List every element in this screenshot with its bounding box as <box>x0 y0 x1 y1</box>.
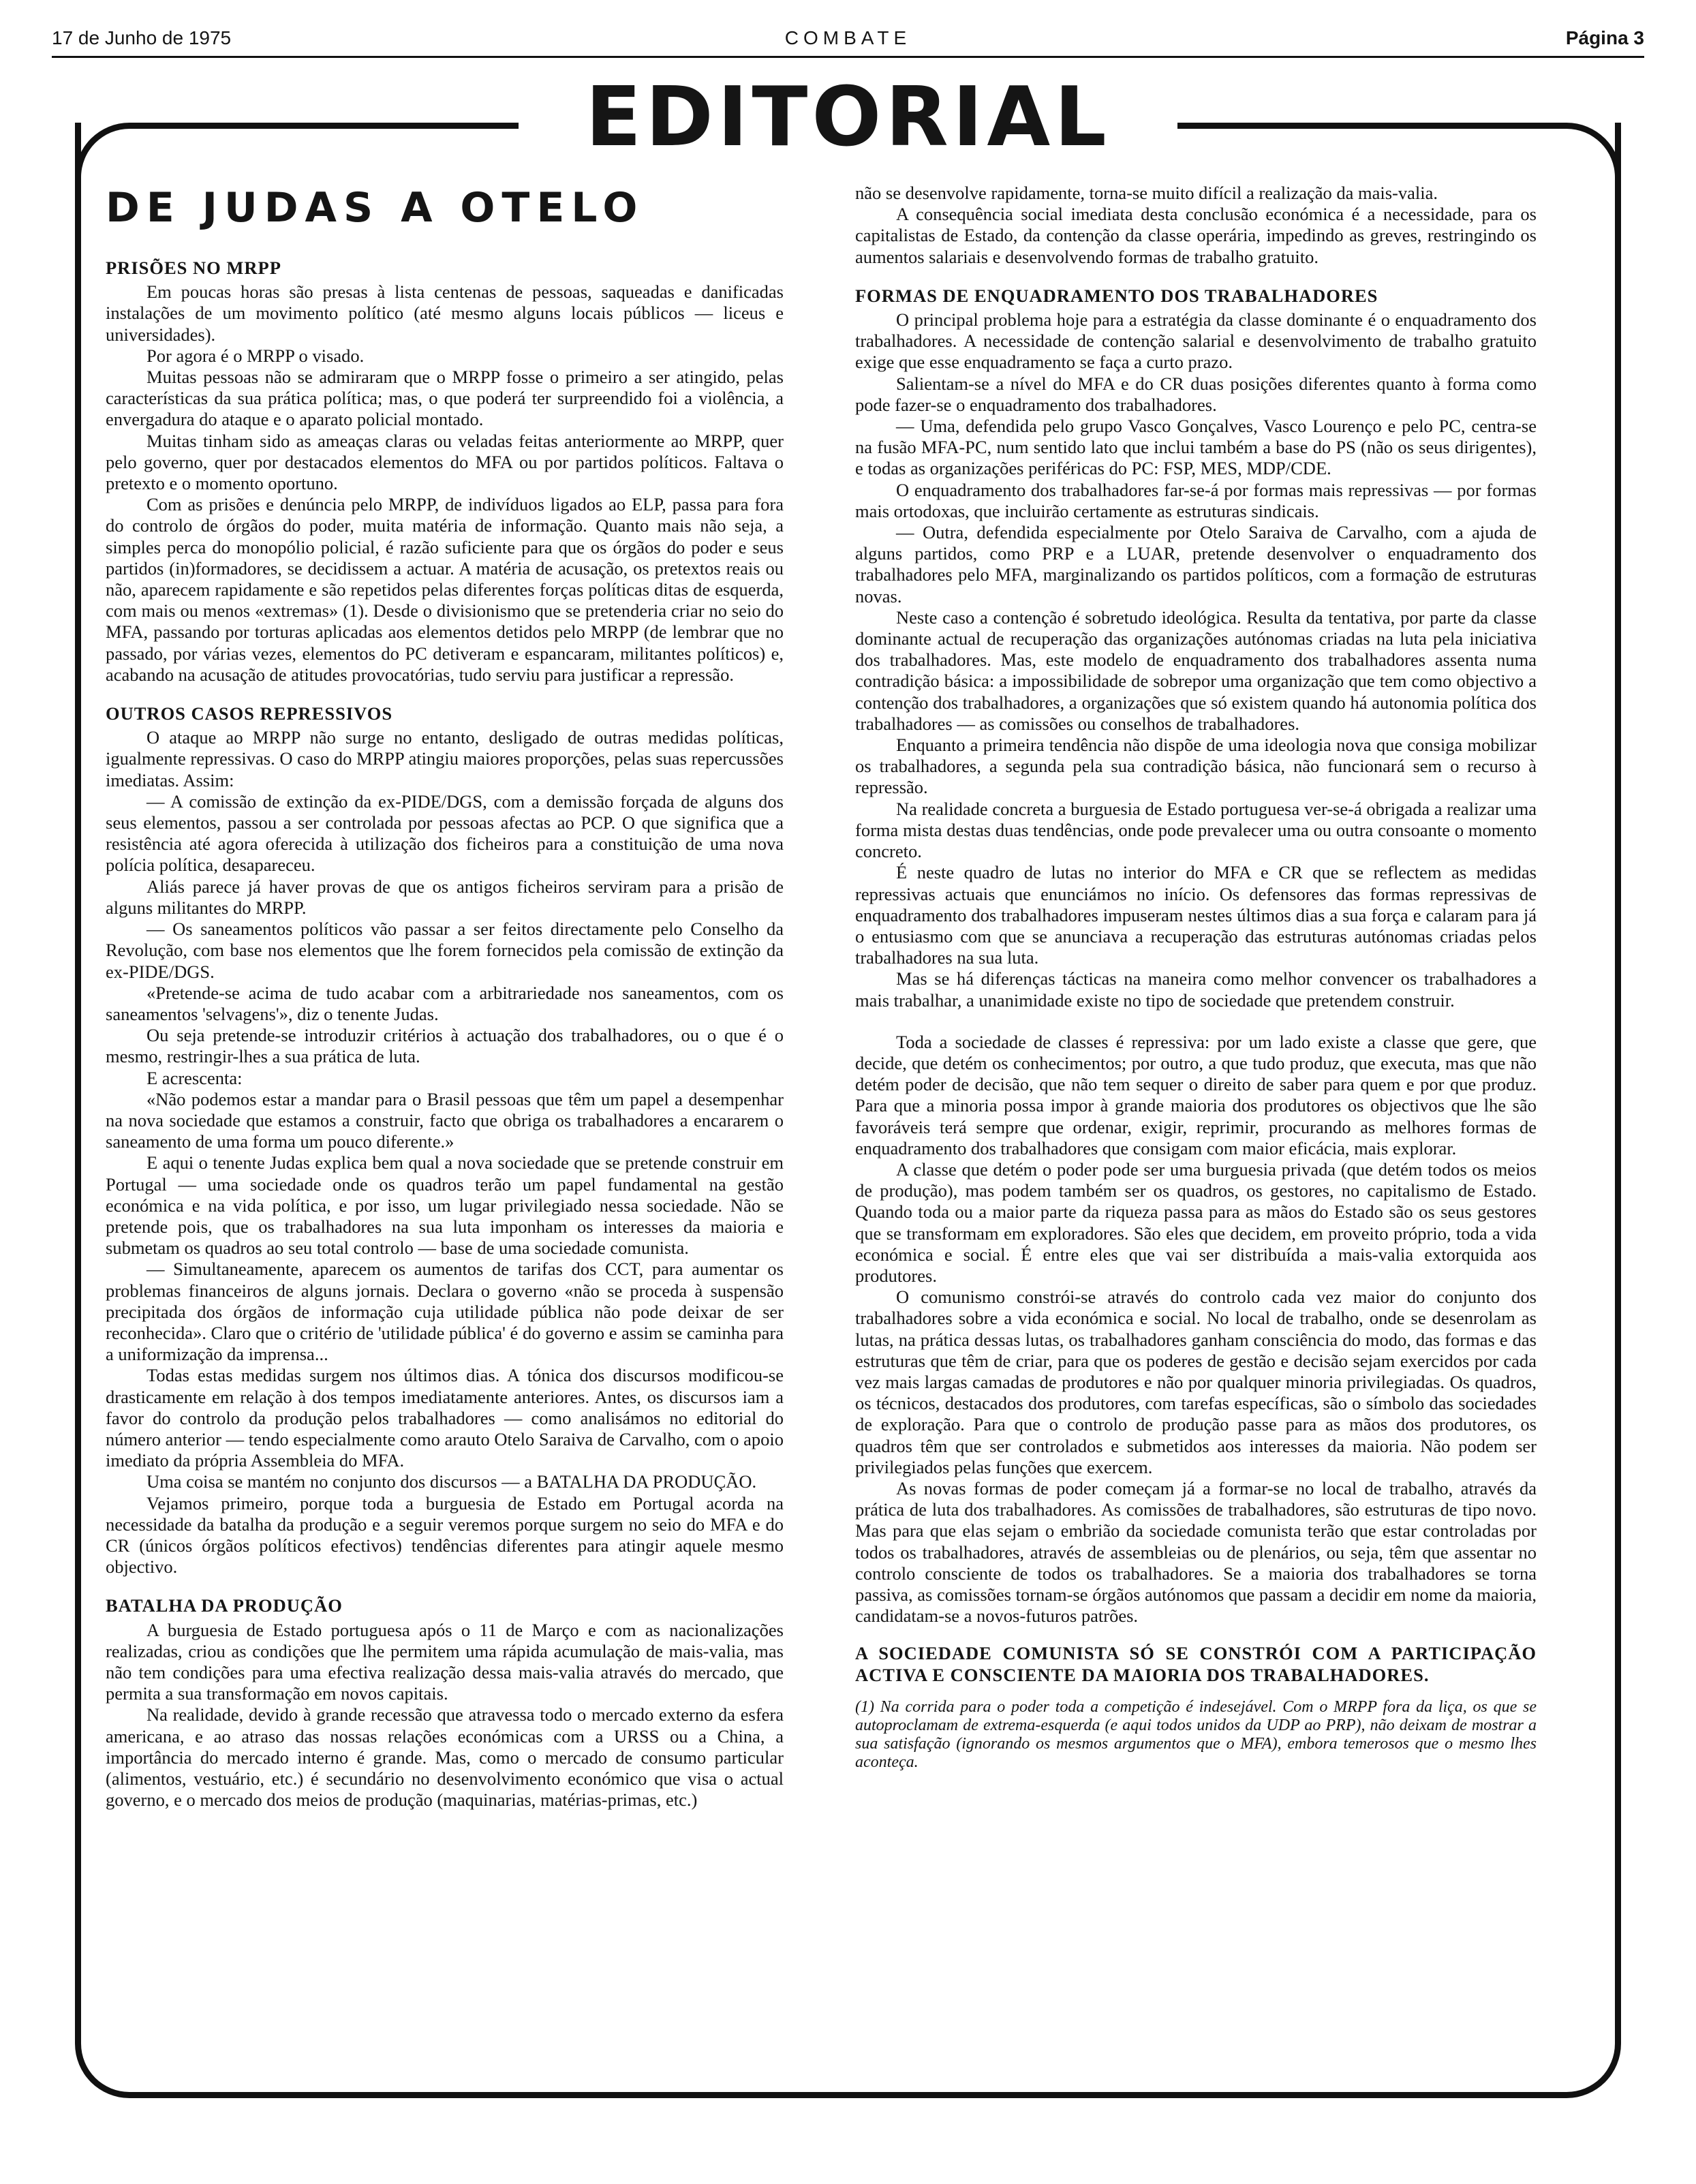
paragraph: Com as prisões e denúncia pelo MRPP, de indivíduos ligados ao ELP, passa para fora do controlo de órgãos do poder, muita matéria de informação. Quanto mais não seja, a simples perca do monopólio policial, é razão suficiente para que os órgãos do poder e seus partidos (in)formadores, se decidissem a actuar. A matéria de acusação, os pretextos reais ou não, aparecem rapidamente e são repetidos pelas diferentes forças políticas ditas de esquerda, com mais ou menos «extremas» (1). Desde o divisionismo que se pretenderia criar no seio do MFA, passando por torturas aplicadas aos elementos detidos pelo MRPP (de lembrar que no passado, por várias vezes, elementos do PC detiveram e espancaram, militantes políticos) e, acabando na acusação de atitudes provocatórias, tudo serviu para justificar a repressão. <box>106 494 784 685</box>
paragraph: não se desenvolve rapidamente, torna-se muito difícil a realização da mais-valia. <box>855 183 1438 203</box>
section-heading: PRISÕES NO MRPP <box>106 258 281 278</box>
header-rule <box>52 56 1644 58</box>
paragraph: A classe que detém o poder pode ser uma burguesia privada (que detém todos os meios de produção), mas podem também ser os quadros, os gestores, no capitalismo de Estado. Quando toda ou a maior parte da riqueza passa para as mãos do Estado são os seus gestores que se transformam em exploradores. São eles que decidem, em proveito próprio, toda a vida económica e social. É entre eles que vai ser distribuída a mais-valia extorquida aos produtores. <box>855 1158 1537 1286</box>
section-heading: FORMAS DE ENQUADRAMENTO DOS TRABALHADORES <box>855 285 1378 306</box>
editorial-banner <box>75 70 1621 165</box>
paragraph: Aliás parece já haver provas de que os antigos ficheiros serviram para a prisão de alguns militantes do MRPP. <box>106 876 784 918</box>
editorial-heading: EDITORIAL <box>585 70 1111 165</box>
paragraph: E acrescenta: <box>147 1067 243 1088</box>
paragraph: O enquadramento dos trabalhadores far-se-á por formas mais repressivas — por formas mais ortodoxas, que incluirão certamente as estruturas sindicais. <box>855 479 1537 521</box>
issue-date: 17 de Junho de 1975 <box>52 27 232 48</box>
paragraph: Vejamos primeiro, porque toda a burguesia de Estado em Portugal acorda na necessidade da batalha da produção e a seguir veremos porque surgem no seio do MFA e do CR (únicos órgãos políticos efectivos) tendências diferentes para atingir aquele mesmo objectivo. <box>106 1492 784 1578</box>
paragraph: A consequência social imediata desta conclusão económica é a necessidade, para os capitalistas de Estado, da contenção da classe operária, impedindo as greves, restringindo os aumentos salariais e desenvolvendo formas de trabalho gratuito. <box>855 204 1537 267</box>
paragraph: O principal problema hoje para a estratégia da classe dominante é o enquadramento dos trabalhadores. A necessidade de contenção salarial e desenvolvimento de trabalho gratuito exige que esse enquadramento se faça a curto prazo. <box>855 309 1537 373</box>
paragraph: — Uma, defendida pelo grupo Vasco Gonçalves, Vasco Lourenço e pelo PC, centra-se na fusão MFA-PC, num sentido lato que inclui também a base do PS (não os seus dirigentes), e todas as organizações periféricas do PC: FSP, MES, MDP/CDE. <box>855 416 1537 479</box>
article-title: DE JUDAS A OTELO <box>106 184 645 232</box>
paragraph: O comunismo constrói-se através do controlo cada vez maior do conjunto dos trabalhadores sobre a vida económica e social. No local de trabalho, onde se desenrolam as lutas, na prática dessas lutas, os trabalhadores ganham consciência do modo, das formas e das estruturas que têm de criar, para que os poderes de gestão e decisão sejam exercidos por cada vez mais largas camadas de produtores e não por qualquer minoria privilegiadas. Os quadros, os técnicos, destacados dos produtores, com tarefas específicas, são o símbolo das sociedades de exploração. Para que o controlo de produção passe para as mãos dos produtores, os quadros têm que ser controlados e submetidos aos interesses da maioria. Não podem ser privilegiados pelas funções que exercem. <box>855 1287 1537 1477</box>
paragraph: Enquanto a primeira tendência não dispõe de uma ideologia nova que consiga mobilizar os trabalhadores, a segunda pela sua contradição básica, não funcionará sem o recurso à repressão. <box>855 735 1537 798</box>
paragraph: Ou seja pretende-se introduzir critérios à actuação dos trabalhadores, ou o que é o mesmo, restringir-lhes a sua prática de luta. <box>106 1025 784 1067</box>
paragraph: O ataque ao MRPP não surge no entanto, desligado de outras medidas políticas, igualmente repressivas. O caso do MRPP atingiu maiores proporções, pelas suas repercussões imediatas. Assim: <box>106 727 784 790</box>
paragraph: «Pretende-se acima de tudo acabar com a arbitrariedade nos saneamentos, com os saneamentos 'selvagens'», diz o tenente Judas. <box>106 982 784 1024</box>
article-column-right <box>855 183 1537 1772</box>
paragraph: Muitas pessoas não se admiraram que o MRPP fosse o primeiro a ser atingido, pelas características da sua prática política; mas, o que poderá ter surpreendido foi a violência, a envergadura do ataque e o aparato policial montado. <box>106 367 784 430</box>
section-spacer <box>855 1011 1537 1032</box>
paragraph: — A comissão de extinção da ex-PIDE/DGS, com a demissão forçada de alguns dos seus elementos, passou a ser controlada por pessoas afectas ao PCP. O que significa que a resistência até agora oferecida à utilização dos ficheiros para a constituição de uma nova polícia política, desapareceu. <box>106 790 784 876</box>
paragraph: «Não podemos estar a mandar para o Brasil pessoas que têm um papel a desempenhar na nova sociedade que estamos a construir, facto que obriga os trabalhadores a encararem o saneamento de uma forma um pouco diferente.» <box>106 1088 784 1152</box>
paragraph: Uma coisa se mantém no conjunto dos discursos — a BATALHA DA PRODUÇÃO. <box>147 1471 757 1492</box>
article-column-left <box>106 184 784 1811</box>
conclusion: A SOCIEDADE COMUNISTA SÓ SE CONSTRÓI COM A PARTICIPAÇÃO ACTIVA E CONSCIENTE DA MAIORIA DOS TRABALHADORES. <box>855 1643 1537 1685</box>
paragraph: Todas estas medidas surgem nos últimos dias. A tónica dos discursos modificou-se drasticamente em relação à dos tempos imediatamente anteriores. Antes, os discursos iam a favor do controlo da produção pelos trabalhadores — como analisámos no editorial do número anterior — tendo especialmente como arauto Otelo Saraiva de Carvalho, com o apoio imediato da própria Assembleia do MFA. <box>106 1365 784 1471</box>
section-heading: BATALHA DA PRODUÇÃO <box>106 1595 343 1616</box>
paragraph: A burguesia de Estado portuguesa após o 11 de Março e com as nacionalizações realizadas, criou as condições que lhe permitem uma rápida acumulação de mais-valia, mas não tem condições para uma efectiva realização dessa mais-valia através do mercado, que permita a sua transformação em novos capitais. <box>106 1619 784 1704</box>
paragraph: As novas formas de poder começam já a formar-se no local de trabalho, através da prática de luta dos trabalhadores. As comissões de trabalhadores, são estruturas de tipo novo. Mas para que elas sejam o embrião da sociedade comunista terão que estar controladas por todos os trabalhadores, através de assembleias ou de plenários, ou seja, têm que assentar no controlo consciente de todos os trabalhadores. Se a maioria dos trabalhadores se torna passiva, as comissões tornam-se órgãos autónomos que passam a decidir em nome da maioria, candidatam-se a novos-futuros patrões. <box>855 1477 1537 1627</box>
section-heading: OUTROS CASOS REPRESSIVOS <box>106 703 393 724</box>
paragraph: Na realidade concreta a burguesia de Estado portuguesa ver-se-á obrigada a realizar uma forma mista destas duas tendências, onde pode prevalecer uma ou outra consoante o momento concreto. <box>855 798 1537 862</box>
paragraph: E aqui o tenente Judas explica bem qual a nova sociedade que se pretende construir em Portugal — uma sociedade onde os quadros terão um papel fundamental na gestão económica e na vida política, e por isso, um lugar privilegiado nessa sociedade. Não se pretende pois, que os trabalhadores na sua luta imponham os interesses da maioria e submetam os quadros ao seu total controlo — base de uma sociedade comunista. <box>106 1152 784 1259</box>
paragraph: — Outra, defendida especialmente por Otelo Saraiva de Carvalho, com a ajuda de alguns partidos, como PRP e a LUAR, pretende desenvolver o enquadramento dos trabalhadores pelo MFA, marginalizando os partidos políticos, com a formação de estruturas novas. <box>855 522 1537 606</box>
paragraph: Muitas tinham sido as ameaças claras ou veladas feitas anteriormente ao MRPP, quer pelo governo, quer por destacados elementos do MFA ou por partidos políticos. Faltava o pretexto e o momento oportuno. <box>106 430 784 494</box>
paragraph: Neste caso a contenção é sobretudo ideológica. Resulta da tentativa, por parte da classe dominante actual de recuperação das organizações autónomas criadas na luta pela iniciativa dos trabalhadores. Mas, este modelo de enquadramento dos trabalhadores assenta numa contradição básica: a impossibilidade de sobrepor uma organização que tem como objectivo a contenção dos trabalhadores, a organizações que só existem quando há autonomia política dos trabalhadores — as comissões ou conselhos de trabalhadores. <box>855 606 1537 734</box>
paragraph: Toda a sociedade de classes é repressiva: por um lado existe a classe que gere, que decide, que detém os conhecimentos; por outro, a que tudo produz, que executa, mas que não detém poder de decisão, que não tem sequer o direito de saber para quem e por que produz. Para que a minoria possa impor à grande maioria dos produtores os objectivos que lhe são favoráveis terá sempre que ordenar, exigir, reprimir, procurando as melhores formas de enquadramento dos trabalhadores que consigam com maior eficácia, mais explorar. <box>855 1031 1537 1158</box>
footnote: (1) Na corrida para o poder toda a competição é indesejável. Com o MRPP fora da liça, os que se autoproclamam de extrema-esquerda (e aqui todos unidos da UDP ao PRP), não deixam de mostrar a sua satisfação (ignorando os mesmos argumentos que o MFA), embora temerosos que o mesmo lhes aconteça. <box>855 1697 1537 1771</box>
paragraph: Mas se há diferenças tácticas na maneira como melhor convencer os trabalhadores a mais trabalhar, a unanimidade existe no tipo de sociedade que pretendem construir. <box>855 968 1537 1011</box>
left-column-body <box>106 258 784 1811</box>
right-column-body <box>855 183 1537 1772</box>
page-header <box>52 27 1644 55</box>
page-number: Página 3 <box>1565 27 1644 48</box>
newspaper-name: COMBATE <box>784 27 912 48</box>
paragraph: Salientam-se a nível do MFA e do CR duas posições diferentes quanto à forma como pode fazer-se o enquadramento dos trabalhadores. <box>855 373 1537 415</box>
paragraph: Por agora é o MRPP o visado. <box>147 345 365 366</box>
paragraph: — Simultaneamente, aparecem os aumentos de tarifas dos CCT, para aumentar os problemas financeiros de alguns jornais. Declara o governo «não se proceda à suspensão precipitada dos órgãos de informação cuja utilidade pública não pode deixar de ser reconhecida». Claro que o critério de 'utilidade pública' é do governo e assim se caminha para a uniformização da imprensa... <box>106 1259 784 1365</box>
paragraph: É neste quadro de lutas no interior do MFA e CR que se reflectem as medidas repressivas actuais que enunciámos no início. Os defensores das formas repressivas de enquadramento dos trabalhadores impuseram nestes últimos dias a sua força e calaram para já o entusiasmo com que se anunciava a recuperação das estruturas autónomas criadas pelos trabalhadores na sua luta. <box>855 862 1537 968</box>
paragraph: — Os saneamentos políticos vão passar a ser feitos directamente pelo Conselho da Revolução, com base nos elementos que lhe forem fornecidos pela comissão de extinção da ex-PIDE/DGS. <box>106 919 784 982</box>
paragraph: Na realidade, devido à grande recessão que atravessa todo o mercado externo da esfera americana, e ao atraso das nossas relações económicas com a URSS ou a China, a importância do mercado interno é grande. Mas, como o mercado de consumo particular (alimentos, vestuário, etc.) é secundário no desenvolvimento económico que visa o actual governo, e o mercado dos meios de produção (maquinarias, matérias-primas, etc.) <box>106 1704 784 1811</box>
paragraph: Em poucas horas são presas à lista centenas de pessoas, saqueadas e danificadas instalações de um movimento político (até mesmo alguns locais públicos — liceus e universidades). <box>106 281 784 345</box>
